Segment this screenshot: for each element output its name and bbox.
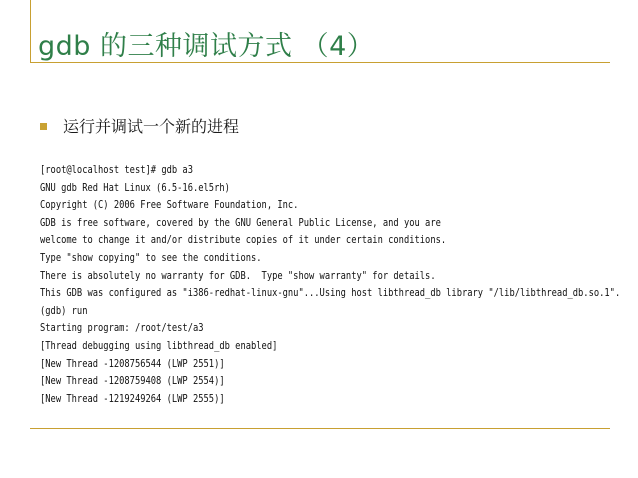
terminal-line: Starting program: /root/test/a3 — [40, 323, 204, 335]
terminal-line: There is absolutely no warranty for GDB. Type "show warranty" for details. — [40, 270, 436, 282]
square-bullet-icon — [40, 123, 47, 130]
terminal-line: [Thread debugging using libthread_db enabled] — [40, 340, 278, 352]
terminal-line: (gdb) run — [40, 305, 88, 317]
terminal-line: [New Thread -1208756544 (LWP 2551)] — [40, 358, 225, 370]
terminal-line: [New Thread -1208759408 (LWP 2554)] — [40, 376, 225, 388]
bullet-item — [40, 114, 239, 137]
terminal-line: GNU gdb Red Hat Linux (6.5-16.el5rh) — [40, 182, 230, 194]
terminal-line: GDB is free software, covered by the GNU General Public License, and you are — [40, 217, 441, 229]
footer-rule — [30, 428, 610, 429]
terminal-line: welcome to change it and/or distribute copies of it under certain conditions. — [40, 235, 447, 247]
title-vertical-rule — [30, 0, 31, 62]
terminal-line: [root@localhost test]# gdb a3 — [40, 165, 193, 176]
terminal-output — [40, 162, 630, 408]
terminal-line: [New Thread -1219249264 (LWP 2555)] — [40, 393, 225, 405]
terminal-line: Copyright (C) 2006 Free Software Foundation, Inc. — [40, 200, 299, 212]
bullet-text: 运行并调试一个新的进程 — [63, 117, 240, 136]
terminal-line: This GDB was configured as "i386-redhat-linux-gnu"...Using host libthread_db library "/lib/libthread_db.so.1". — [40, 288, 621, 300]
slide-title: gdb 的三种调试方式 （4） — [38, 31, 375, 62]
terminal-line: Type "show copying" to see the conditions. — [40, 252, 262, 264]
